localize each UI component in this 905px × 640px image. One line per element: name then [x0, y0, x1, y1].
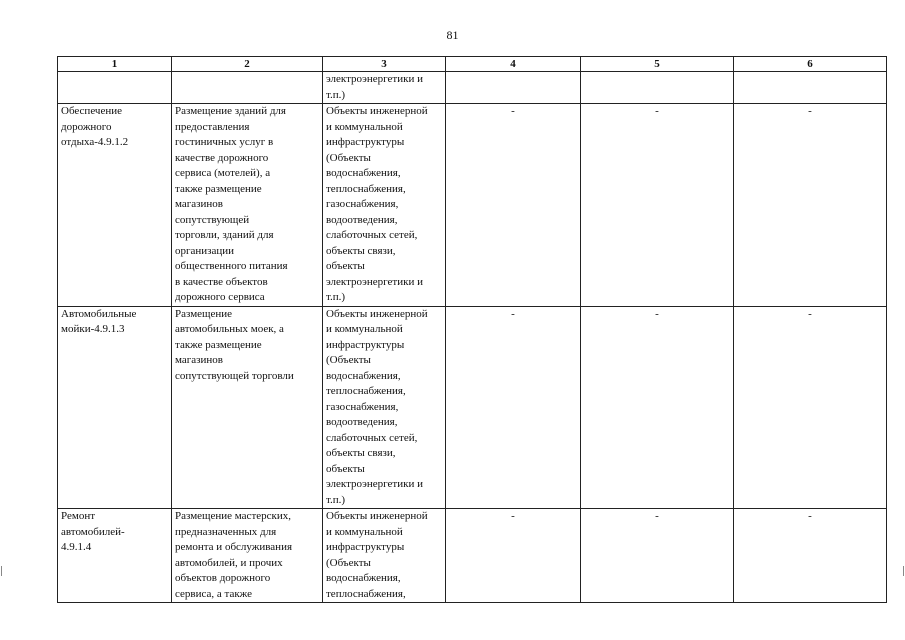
cell-col4: -: [446, 509, 581, 603]
column-header-3: 3: [323, 57, 446, 72]
cell-col5: -: [581, 509, 734, 603]
scan-edge-mark-right: [903, 566, 904, 576]
column-header-6: 6: [734, 57, 887, 72]
cell-col5: -: [581, 306, 734, 509]
cell-col4: [446, 72, 581, 104]
cell-col6: -: [734, 509, 887, 603]
cell-auxiliary-objects: Объекты инженерной и коммунальной инфраструктуры (Объекты водоснабжения, теплоснабжения, газоснабжения, водоотведения, слаботочных сетей, объекты связи, объекты электроэнергетики и т.п.): [323, 104, 446, 307]
column-header-5: 5: [581, 57, 734, 72]
table-header-row: [58, 57, 887, 72]
table-row: [58, 104, 887, 307]
cell-col6: [734, 72, 887, 104]
cell-use-type: Автомобильные мойки-4.9.1.3: [58, 306, 172, 509]
cell-description: Размещение автомобильных моек, а также размещение магазинов сопутствующей торговли: [172, 306, 323, 509]
column-header-4: 4: [446, 57, 581, 72]
scan-edge-mark-left: [1, 566, 2, 576]
table-row: [58, 509, 887, 603]
regulations-table: [57, 56, 887, 603]
table-row: [58, 306, 887, 509]
table-row: [58, 72, 887, 104]
cell-col4: -: [446, 306, 581, 509]
cell-use-type: [58, 72, 172, 104]
column-header-2: 2: [172, 57, 323, 72]
cell-description: Размещение мастерских, предназначенных для ремонта и обслуживания автомобилей, и прочих объектов дорожного сервиса, а также: [172, 509, 323, 603]
cell-col5: -: [581, 104, 734, 307]
cell-col5: [581, 72, 734, 104]
cell-auxiliary-objects: электроэнергетики и т.п.): [323, 72, 446, 104]
cell-col4: -: [446, 104, 581, 307]
cell-col6: -: [734, 104, 887, 307]
cell-description: Размещение зданий для предоставления гостиничных услуг в качестве дорожного сервиса (мотелей), а также размещение магазинов сопутствующей торговли, зданий для организации общественного питания в качестве объектов дорожного сервиса: [172, 104, 323, 307]
cell-col6: -: [734, 306, 887, 509]
column-header-1: 1: [58, 57, 172, 72]
page-number: 81: [446, 28, 459, 42]
cell-description: [172, 72, 323, 104]
cell-auxiliary-objects: Объекты инженерной и коммунальной инфраструктуры (Объекты водоснабжения, теплоснабжения,: [323, 509, 446, 603]
cell-auxiliary-objects: Объекты инженерной и коммунальной инфраструктуры (Объекты водоснабжения, теплоснабжения, газоснабжения, водоотведения, слаботочных сетей, объекты связи, объекты электроэнергетики и т.п.): [323, 306, 446, 509]
cell-use-type: Обеспечение дорожного отдыха-4.9.1.2: [58, 104, 172, 307]
cell-use-type: Ремонт автомобилей- 4.9.1.4: [58, 509, 172, 603]
